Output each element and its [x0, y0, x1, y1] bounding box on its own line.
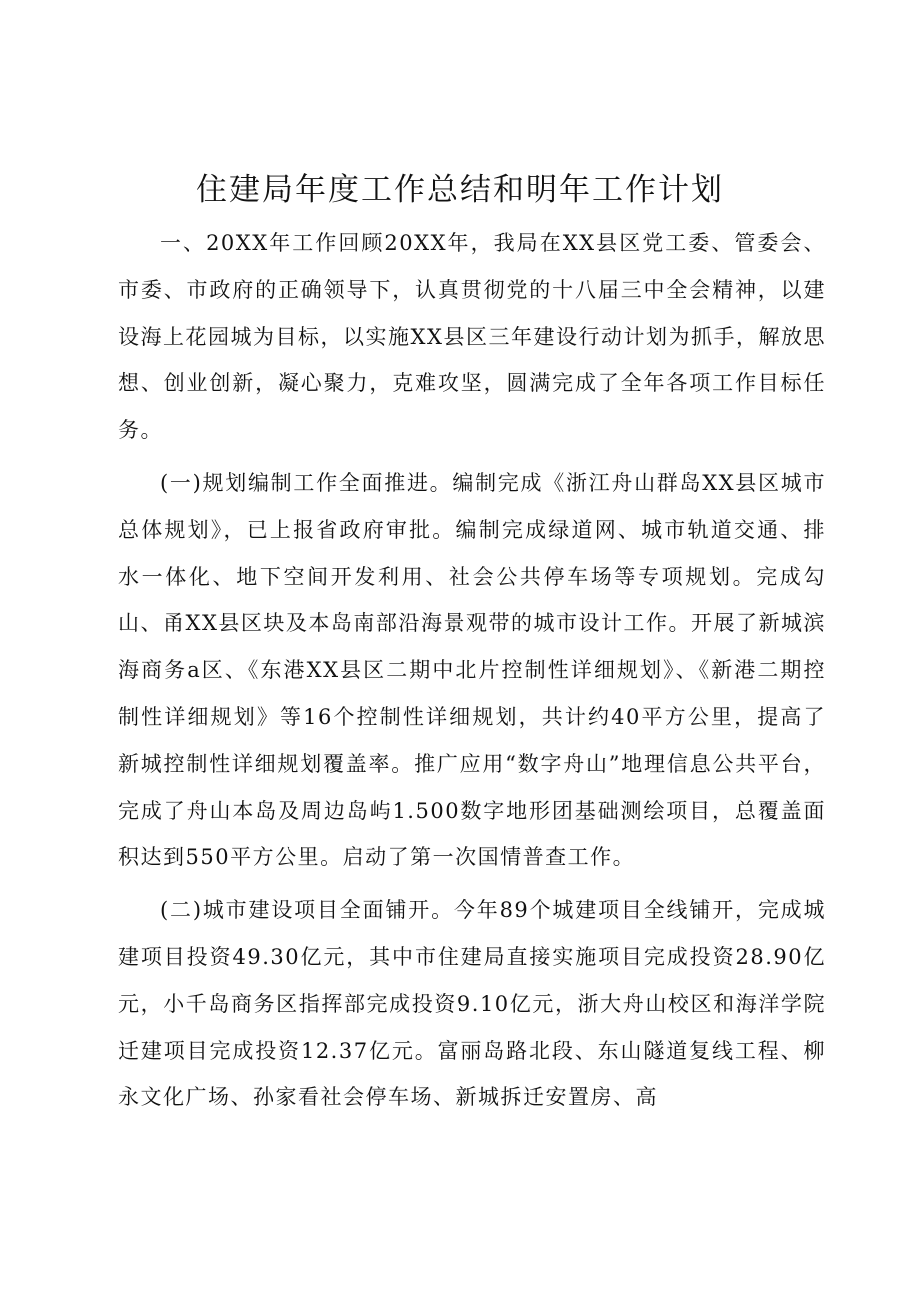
paragraph-construction-projects: (二)城市建设项目全面铺开。今年89个城建项目全线铺开，完成城建项目投资49.30亿元，其中市住建局直接实施项目完成投资28.90亿元，小千岛商务区指挥部完成投资9.10亿元，浙大舟山校区和海洋学院迁建项目完成投资12.37亿元。富丽岛路北段、东山隧道复线工程、柳永文化广场、孙家看社会停车场、新城拆迁安置房、高 — [118, 898, 826, 1110]
paragraph-work-review: 一、20XX年工作回顾20XX年，我局在XX县区党工委、管委会、市委、市政府的正确领导下，认真贯彻党的十八届三中全会精神，以建设海上花园城为目标，以实施XX县区三年建设行动计划为抓手，解放思想、创业创新，凝心聚力，克难攻坚，圆满完成了全年各项工作目标任务。 — [118, 231, 826, 443]
document-body — [118, 220, 826, 1121]
paragraph-planning: (一)规划编制工作全面推进。编制完成《浙江舟山群岛XX县区城市总体规划》，已上报省政府审批。编制完成绿道网、城市轨道交通、排水一体化、地下空间开发利用、社会公共停车场等专项规划。完成勾山、甬XX县区块及本岛南部沿海景观带的城市设计工作。开展了新城滨海商务a区、《东港XX县区二期中北片控制性详细规划》、《新港二期控制性详细规划》等16个控制性详细规划，共计约40平方公里，提高了新城控制性详细规划覆盖率。推广应用“数字舟山”地理信息公共平台，完成了舟山本岛及周边岛屿1.500数字地形团基础测绘项目，总覆盖面积达到550平方公里。启动了第一次国情普查工作。 — [118, 470, 826, 870]
document-title: 住建局年度工作总结和明年工作计划 — [196, 172, 724, 208]
